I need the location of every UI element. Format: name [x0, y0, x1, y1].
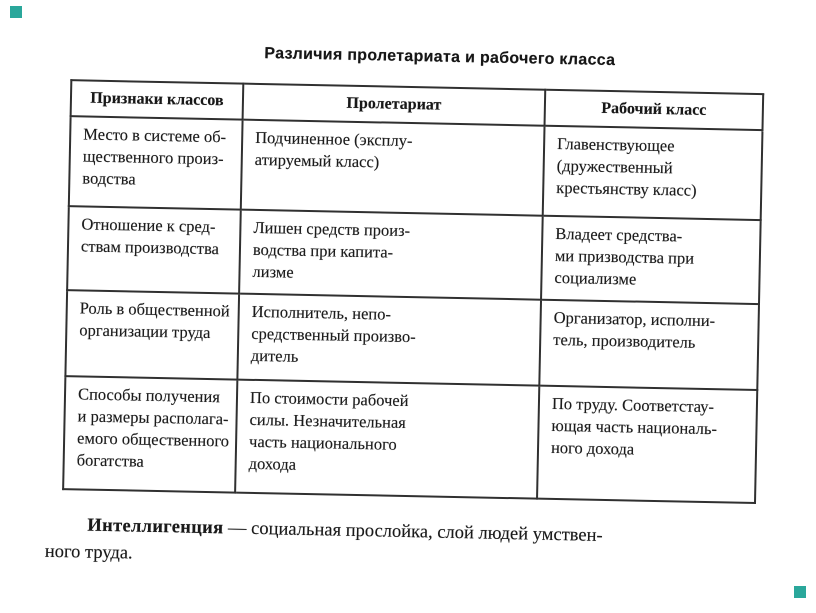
table-cell: Лишен средств произ- водства при капита- лизме: [239, 210, 543, 300]
table-row: [63, 376, 757, 503]
column-header-working-class: Рабочий класс: [545, 90, 764, 130]
footnote: [45, 512, 762, 580]
footnote-text: — социальная прослойка, слой людей умствен- ного труда.: [44, 518, 603, 564]
table-row: [65, 290, 759, 390]
table-cell: Место в системе об- щественного произ- водства: [69, 116, 243, 209]
comparison-table: [62, 79, 764, 504]
footnote-term: Интеллигенция: [87, 515, 224, 539]
table-cell: Исполнитель, непо- средственный произво- дитель: [237, 294, 541, 386]
table-cell: Владеет средства- ми призводства при социализме: [541, 216, 761, 304]
corner-mark-bottom-right-icon: [794, 586, 806, 598]
table-cell: Подчиненное (эксплу- атируемый класс): [241, 120, 545, 216]
table-row: [67, 206, 761, 304]
page-title: Различия пролетариата и рабочего класса: [264, 45, 616, 70]
table-cell: Способы получения и размеры располага- емого общественного богатства: [63, 376, 237, 492]
table-cell: Отношение к сред- ствам производства: [67, 206, 241, 293]
column-header-proletariat: Пролетариат: [243, 84, 546, 126]
table-cell: Организатор, исполни- тель, производитель: [539, 300, 759, 390]
table-cell: По стоимости рабочей силы. Незначительная часть национального дохода: [235, 380, 539, 499]
column-header-class-traits: Признаки классов: [71, 80, 244, 119]
table-cell: Роль в общественной организации труда: [65, 290, 239, 379]
table-cell: По труду. Соответстау- ющая часть националь- ного дохода: [537, 386, 757, 503]
table-cell: Главенствующее (дружественный крестьянству класс): [543, 126, 763, 220]
table-row: [69, 116, 763, 220]
